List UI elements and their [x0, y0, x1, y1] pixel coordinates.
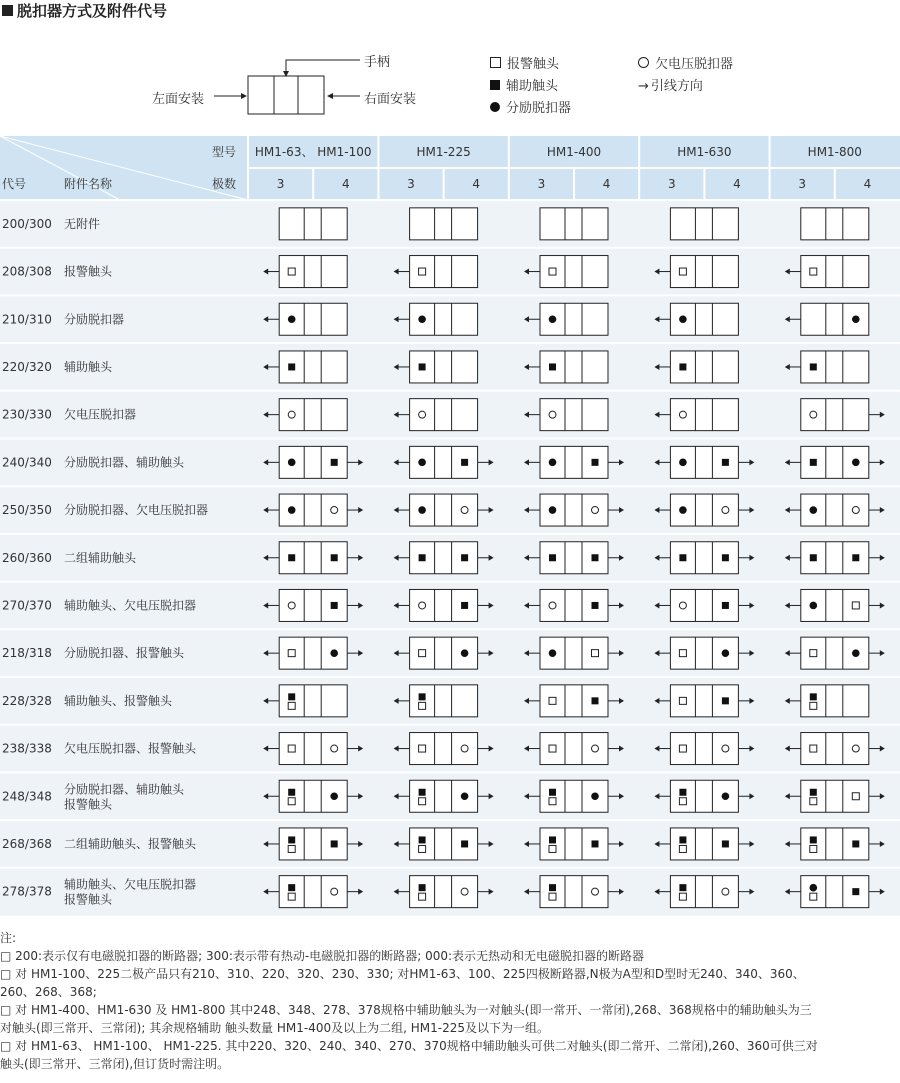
symbol-0-4-box [801, 208, 869, 240]
symbol-6-0-right-under-icon [331, 507, 338, 514]
symbol-14-1-left-top-aux-icon [419, 884, 426, 891]
symbol-11-4-right-under-icon [852, 745, 859, 752]
symbol-14-2-right-under-icon [592, 888, 599, 895]
symbol-8-4-left-shunt-icon [810, 602, 818, 610]
header-pole-3-1: 4 [733, 177, 741, 191]
header-poles-label: 极数 [211, 177, 236, 191]
symbol-12-0-left-bottom-alarm-icon [288, 798, 295, 805]
symbol-12-4-left-bottom-alarm-icon [810, 798, 817, 805]
symbol-8-3-right-aux-icon [722, 602, 729, 609]
symbol-11-2-right-under-icon [592, 745, 599, 752]
symbol-12-1-left-bottom-alarm-icon [419, 798, 426, 805]
symbol-9-4-right-shunt-icon [852, 649, 860, 657]
row-code-13: 268/368 [2, 836, 52, 851]
legend-lead: → 引线方向 [638, 79, 703, 94]
symbol-0-3 [670, 208, 738, 240]
note-line: 260、268、368; [0, 985, 97, 999]
symbol-0-4 [801, 208, 869, 240]
symbol-12-1-left-top-aux-icon [419, 789, 426, 796]
legend-under: 欠电压脱扣器 [638, 53, 733, 72]
symbol-5-0-left-shunt-icon [288, 459, 296, 467]
legend-alarm: 报警触头 [490, 53, 559, 72]
symbol-13-1-left-bottom-alarm-icon [419, 845, 426, 852]
row-name-13: 二组辅助触头、报警触头 [64, 836, 197, 851]
symbol-13-2-left-top-aux-icon [549, 836, 556, 843]
row-code-14: 278/378 [2, 884, 52, 899]
row-code-9: 218/318 [2, 646, 52, 661]
symbol-2-4-right-shunt-icon [852, 315, 860, 323]
installation-diagram [0, 40, 470, 130]
symbol-14-1-left-bottom-alarm-icon [419, 893, 426, 900]
symbol-6-1-right-under-icon [461, 507, 468, 514]
symbol-3-2-left-aux-icon [549, 363, 556, 370]
right-mount-label: 右面安装 [364, 92, 417, 107]
symbol-7-2-right-aux-icon [592, 554, 599, 561]
note-line: 注: [0, 931, 17, 945]
symbol-6-4-right-under-icon [852, 507, 859, 514]
symbol-6-0-left-shunt-icon [288, 506, 296, 514]
symbol-10-4-box [801, 685, 869, 717]
symbol-2-2-left-shunt-icon [549, 315, 557, 323]
header-pole-4-0: 3 [798, 177, 807, 191]
symbol-5-2-left-shunt-icon [549, 459, 557, 467]
symbol-1-1-left-alarm-icon [419, 268, 426, 275]
row-name-10: 辅助触头、报警触头 [64, 693, 173, 708]
symbol-7-0-right-aux-icon [331, 554, 338, 561]
symbol-12-1-right-shunt-icon [461, 792, 469, 800]
symbol-8-2-left-under-icon [549, 602, 556, 609]
symbol-14-4-left-top-shunt-icon [810, 884, 818, 892]
symbol-3-4-left-aux-icon [810, 363, 817, 370]
title-square-icon [2, 5, 13, 16]
symbol-9-1-left-alarm-icon [419, 650, 426, 657]
symbol-8-2-right-aux-icon [592, 602, 599, 609]
symbol-7-3-left-aux-icon [679, 554, 686, 561]
symbol-4-2-left-under-icon [549, 411, 556, 418]
note-line: □ 对 HM1-400、HM1-630 及 HM1-800 其中248、348、278、378规格中辅助触头为一对触头(即一常开、一常闭),268、368规格中的辅助触头为三 [0, 1003, 812, 1017]
symbol-10-1-box [410, 685, 478, 717]
symbol-0-1 [410, 208, 478, 240]
symbol-10-1-left-bottom-alarm-icon [419, 702, 426, 709]
row-name-1: 报警触头 [64, 264, 113, 279]
row-code-8: 270/370 [2, 598, 52, 613]
header-name-label: 附件名称 [64, 177, 113, 191]
row-name-14: 辅助触头、欠电压脱扣器 [64, 877, 197, 892]
header-pole-1-1: 4 [472, 177, 481, 191]
header-model-2: HM1-400 [546, 145, 602, 159]
symbol-9-2-right-alarm-icon [592, 650, 599, 657]
header-pole-1-0: 3 [407, 177, 415, 191]
symbol-1-0-left-alarm-icon [288, 268, 295, 275]
legend-shunt: 分励脱扣器 [490, 97, 571, 116]
symbol-10-3-right-aux-icon [722, 697, 729, 704]
symbol-8-0-left-under-icon [288, 602, 295, 609]
symbol-7-0-left-aux-icon [288, 554, 295, 561]
row-code-11: 238/338 [2, 741, 52, 756]
symbol-4-4-left-under-icon [810, 411, 817, 418]
symbol-0-2 [540, 208, 608, 240]
symbol-13-2-right-aux-icon [592, 840, 599, 847]
row-name-0: 无附件 [64, 216, 101, 231]
symbol-5-4-right-shunt-icon [852, 459, 860, 467]
symbol-9-2-left-shunt-icon [549, 649, 557, 657]
row-name-8: 辅助触头、欠电压脱扣器 [64, 598, 197, 613]
handle-label: 手柄 [364, 55, 391, 70]
symbol-3-1-left-aux-icon [419, 363, 426, 370]
row-code-6: 250/350 [2, 503, 52, 518]
arrow-right-icon: → [638, 79, 649, 94]
symbol-5-0-right-aux-icon [331, 459, 338, 466]
symbol-2-0-left-shunt-icon [288, 315, 296, 323]
row-code-12: 248/348 [2, 789, 52, 804]
row-name-6: 分励脱扣器、欠电压脱扣器 [64, 503, 209, 518]
symbol-11-2-left-alarm-icon [549, 745, 556, 752]
symbol-13-4-right-aux-icon [852, 840, 859, 847]
aux-square-icon [490, 80, 500, 90]
row-name-2: 分励脱扣器 [64, 312, 125, 327]
symbol-13-0-left-bottom-alarm-icon [288, 845, 295, 852]
row-name-4: 欠电压脱扣器 [64, 407, 137, 422]
accessory-code-table [0, 136, 900, 917]
symbol-3-0-left-aux-icon [288, 363, 295, 370]
symbol-5-1-right-aux-icon [461, 459, 468, 466]
symbol-10-1-left-top-aux-icon [419, 693, 426, 700]
note-line: 对触头(即三常开、三常闭); 其余规格辅助 触头数量 HM1-400及以上为二组, HM1-225及以下为一组。 [0, 1021, 549, 1035]
symbol-7-4-left-aux-icon [810, 554, 817, 561]
symbol-4-1-left-under-icon [419, 411, 426, 418]
symbol-0-0 [279, 208, 347, 240]
symbol-9-0-right-shunt-icon [330, 649, 338, 657]
symbol-6-2-right-under-icon [592, 507, 599, 514]
symbol-14-0-right-under-icon [331, 888, 338, 895]
note-line: □ 对 HM1-100、225二极产品只有210、310、220、320、230、330; 对HM1-63、100、225四极断路器,N极为A型和D型时无240、340、360、 [0, 967, 805, 981]
symbol-12-0-right-shunt-icon [330, 792, 338, 800]
symbol-14-2-left-bottom-alarm-icon [549, 893, 556, 900]
symbol-6-3-right-under-icon [722, 507, 729, 514]
symbol-0-1-box [410, 208, 478, 240]
symbol-11-3-right-under-icon [722, 745, 729, 752]
symbol-12-2-left-bottom-alarm-icon [549, 798, 556, 805]
symbol-13-1-left-top-aux-icon [419, 836, 426, 843]
symbol-10-4-left-bottom-alarm-icon [810, 702, 817, 709]
header-model-1: HM1-225 [416, 145, 471, 159]
symbol-7-3-right-aux-icon [722, 554, 729, 561]
symbol-9-4-left-alarm-icon [810, 650, 817, 657]
symbol-8-3-left-under-icon [679, 602, 686, 609]
row-name-9: 分励脱扣器、报警触头 [64, 646, 185, 661]
symbol-0-3-box [670, 208, 738, 240]
under-circle-icon [638, 57, 649, 68]
symbol-10-0-left-top-aux-icon [288, 693, 295, 700]
symbol-13-4-left-bottom-alarm-icon [810, 845, 817, 852]
symbol-6-4-left-shunt-icon [810, 506, 818, 514]
row-code-2: 210/310 [2, 312, 52, 327]
symbol-14-0-left-top-aux-icon [288, 884, 295, 891]
symbol-5-2-right-aux-icon [592, 459, 599, 466]
shunt-dot-icon [490, 102, 500, 112]
symbol-6-1-left-shunt-icon [418, 506, 426, 514]
symbol-12-0-left-top-aux-icon [288, 789, 295, 796]
symbol-12-3-left-bottom-alarm-icon [679, 798, 686, 805]
symbol-12-4-right-alarm-icon [852, 793, 859, 800]
symbol-2-3-left-shunt-icon [679, 315, 687, 323]
row-code-0: 200/300 [2, 216, 52, 231]
header-pole-0-0: 3 [276, 177, 285, 191]
legend-aux: 辅助触头 [490, 75, 558, 94]
symbol-11-3-left-alarm-icon [679, 745, 686, 752]
left-mount-label: 左面安装 [152, 92, 205, 107]
row-code-1: 208/308 [2, 264, 52, 279]
symbol-9-3-right-shunt-icon [722, 649, 730, 657]
symbol-2-1-left-shunt-icon [418, 315, 426, 323]
symbol-4-0-left-under-icon [288, 411, 295, 418]
note-line: □ 200:表示仅有电磁脱扣器的断路器; 300:表示带有热动-电磁脱扣器的断路器; 000:表示无热动和无电磁脱扣器的断路器 [0, 949, 645, 963]
symbol-13-3-left-bottom-alarm-icon [679, 845, 686, 852]
header-pole-2-0: 3 [537, 177, 546, 191]
header-model-0: HM1-63、 HM1-100 [254, 145, 372, 159]
alarm-square-icon [490, 57, 501, 68]
symbol-12-3-right-shunt-icon [722, 792, 730, 800]
symbol-10-4-left-top-aux-icon [810, 693, 817, 700]
symbol-12-2-left-top-aux-icon [549, 789, 556, 796]
symbol-11-0-right-under-icon [331, 745, 338, 752]
row-name-5: 分励脱扣器、辅助触头 [64, 455, 185, 470]
symbol-7-2-left-aux-icon [549, 554, 556, 561]
symbol-6-3-left-shunt-icon [679, 506, 687, 514]
symbol-5-3-left-shunt-icon [679, 459, 687, 467]
header-model-4: HM1-800 [807, 145, 862, 159]
symbol-14-4-left-bottom-alarm-icon [810, 893, 817, 900]
row-code-5: 240/340 [2, 455, 52, 470]
symbol-14-3-left-bottom-alarm-icon [679, 893, 686, 900]
symbol-11-4-left-alarm-icon [810, 745, 817, 752]
symbol-8-4-right-alarm-icon [852, 602, 859, 609]
symbol-6-2-left-shunt-icon [549, 506, 557, 514]
symbol-8-1-right-aux-icon [461, 602, 468, 609]
header-pole-0-1: 4 [341, 177, 350, 191]
symbol-14-4-right-aux-icon [852, 888, 859, 895]
note-line: □ 对 HM1-63、 HM1-100、 HM1-225. 其中220、320、240、340、270、370规格中辅助触头可供二对触头(即二常开、二常闭),260、360可供三对 [0, 1039, 818, 1053]
header-model-3: HM1-630 [677, 145, 732, 159]
symbol-14-0-left-bottom-alarm-icon [288, 893, 295, 900]
symbol-12-4-left-top-aux-icon [810, 789, 817, 796]
symbol-13-2-left-bottom-alarm-icon [549, 845, 556, 852]
row-name-7: 二组辅助触头 [64, 550, 137, 565]
row-name-11: 欠电压脱扣器、报警触头 [64, 741, 197, 756]
symbol-9-3-left-alarm-icon [679, 650, 686, 657]
symbol-5-4-left-aux-icon [810, 459, 817, 466]
header-pole-3-0: 3 [667, 177, 676, 191]
symbol-12-3-left-top-aux-icon [679, 789, 686, 796]
row-name-12: 分励脱扣器、辅助触头 [64, 782, 185, 797]
row-name-14-line2: 报警触头 [64, 892, 113, 907]
symbol-13-3-right-aux-icon [722, 840, 729, 847]
row-name-12-line2: 报警触头 [64, 797, 113, 812]
note-line: 触头(即三常开、三常闭),但订货时需注明。 [0, 1057, 230, 1071]
symbol-4-3-left-under-icon [679, 411, 686, 418]
symbol-14-2-left-top-aux-icon [549, 884, 556, 891]
header-code-label: 代号 [2, 177, 27, 191]
symbol-10-0-box [279, 685, 347, 717]
symbol-9-1-right-shunt-icon [461, 649, 469, 657]
symbol-10-2-right-aux-icon [592, 697, 599, 704]
symbol-11-1-left-alarm-icon [419, 745, 426, 752]
title-text: 脱扣器方式及附件代号 [17, 2, 168, 20]
symbol-8-0-right-aux-icon [331, 602, 338, 609]
section-title [2, 0, 167, 21]
header-model-label: 型号 [211, 145, 236, 159]
symbol-11-0-left-alarm-icon [288, 745, 295, 752]
symbol-12-2-right-shunt-icon [591, 792, 599, 800]
symbol-10-0-left-bottom-alarm-icon [288, 702, 295, 709]
row-code-4: 230/330 [2, 407, 52, 422]
symbol-10-3-left-alarm-icon [679, 697, 686, 704]
symbol-1-4-left-alarm-icon [810, 268, 817, 275]
symbol-14-1-right-under-icon [461, 888, 468, 895]
row-code-10: 228/328 [2, 693, 52, 708]
symbol-14-3-right-under-icon [722, 888, 729, 895]
symbol-1-3-left-alarm-icon [679, 268, 686, 275]
symbol-3-3-left-aux-icon [679, 363, 686, 370]
symbol-9-0-left-alarm-icon [288, 650, 295, 657]
symbol-7-1-left-aux-icon [419, 554, 426, 561]
header-pole-4-1: 4 [863, 177, 872, 191]
symbol-7-4-right-aux-icon [852, 554, 859, 561]
symbol-13-3-left-top-aux-icon [679, 836, 686, 843]
symbol-13-4-left-top-aux-icon [810, 836, 817, 843]
symbol-0-2-box [540, 208, 608, 240]
row-name-3: 辅助触头 [64, 359, 113, 374]
symbol-13-0-right-aux-icon [331, 840, 338, 847]
symbol-11-1-right-under-icon [461, 745, 468, 752]
symbol-10-2-left-alarm-icon [549, 697, 556, 704]
header-pole-2-1: 4 [602, 177, 611, 191]
symbol-5-3-right-aux-icon [722, 459, 729, 466]
row-code-3: 220/320 [2, 359, 52, 374]
symbol-8-1-left-under-icon [419, 602, 426, 609]
symbol-14-3-left-top-aux-icon [679, 884, 686, 891]
symbol-5-1-left-shunt-icon [418, 459, 426, 467]
symbol-0-0-box [279, 208, 347, 240]
row-code-7: 260/360 [2, 550, 52, 565]
symbol-7-1-right-aux-icon [461, 554, 468, 561]
symbol-1-2-left-alarm-icon [549, 268, 556, 275]
symbol-13-1-right-aux-icon [461, 840, 468, 847]
symbol-13-0-left-top-aux-icon [288, 836, 295, 843]
